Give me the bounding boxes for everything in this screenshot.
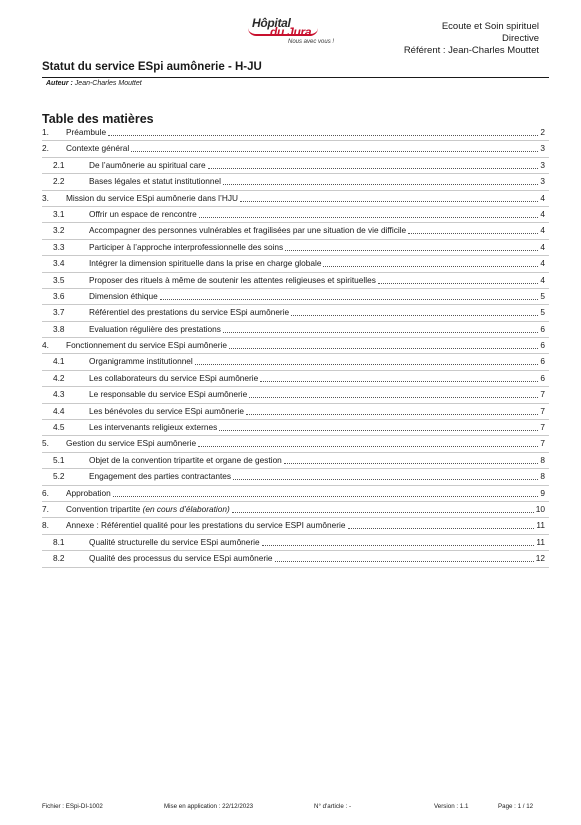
toc-entry-label [89,258,321,268]
footer-version: Version : 1.1 [434,803,469,810]
author-line [46,80,142,87]
toc-entry-label [66,340,227,350]
toc-entry-leader [219,430,538,431]
toc-entry-page: 9 [540,487,545,498]
logo-line-1: Hôpital [252,16,291,30]
author-label: Auteur : [46,80,73,87]
toc-entry[interactable] [42,191,549,207]
toc-entry-label [66,193,238,203]
toc-entry-label-text: Le responsable du service ESpi aumônerie [89,389,248,400]
toc-entry[interactable] [42,387,549,403]
toc-entry-leader [262,545,534,546]
toc-entry-label [89,242,283,252]
toc-entry-number: 8.2 [53,553,65,564]
toc-entry-leader [160,299,538,300]
toc-entry-number: 3.7 [53,307,65,318]
toc-entry-page: 7 [540,405,545,416]
toc-entry-page: 3 [540,176,545,187]
toc-entry-label-text: Les intervenants religieux externes [89,422,218,433]
toc-entry-leader [131,151,538,152]
toc-entry-label-text: Contexte général [66,143,130,154]
toc-entry-label-text: Référentiel des prestations du service ESpi aumônerie [89,307,290,318]
toc-entry-number: 4.4 [53,405,65,416]
toc-entry-number: 4.5 [53,422,65,433]
toc-entry-page: 4 [540,258,545,269]
toc-entry-leader [208,168,538,169]
toc-entry[interactable] [42,240,549,256]
toc-entry-label-text: Intégrer la dimension spirituelle dans la prise en charge globale [89,258,322,269]
toc-entry-leader [233,479,538,480]
toc-entry-label-text: Participer à l’approche interprofessionnelle des soins [89,241,284,252]
toc-entry-leader [108,135,538,136]
toc-entry-number: 3.1 [53,208,65,219]
toc-entry-label [89,160,206,170]
toc-entry-number: 2. [42,143,49,154]
toc-entry-page: 6 [540,356,545,367]
toc-entry-label-text: Approbation [66,487,111,498]
toc-entry-leader [232,512,534,513]
toc-entry-label-text: Qualité des processus du service ESpi aumônerie [89,553,273,564]
toc-entry-page: 4 [540,241,545,252]
toc-entry-label [66,438,196,448]
toc-entry[interactable] [42,354,549,370]
toc-entry-label [89,356,193,366]
toc-entry[interactable] [42,223,549,239]
toc-entry-page: 5 [540,290,545,301]
toc-entry-number: 3.4 [53,258,65,269]
toc-entry-label [89,537,260,547]
footer-page: Page : 1 / 12 [498,803,534,810]
toc-entry-number: 6. [42,487,49,498]
toc-entry-number: 4.1 [53,356,65,367]
toc-entry[interactable] [42,125,549,141]
toc-entry-leader [195,364,538,365]
toc-entry-label [66,488,111,498]
footer-article: N° d'article : - [314,803,352,810]
toc-entry-leader [285,250,538,251]
toc-entry-label [66,127,106,137]
toc-entry-label-text: Préambule [66,127,107,137]
toc-entry-leader [284,463,538,464]
toc-entry-label-text: Gestion du service ESpi aumônerie [66,438,197,449]
toc-entry-number: 3.2 [53,225,65,236]
toc-entry-label-text: Fonctionnement du service ESpi aumônerie [66,340,227,351]
toc-entry[interactable] [42,502,549,518]
footer-file: Fichier : ESpi-DI-1002 [42,803,103,810]
toc-entry-number: 3. [42,192,49,203]
toc-entry-leader [291,315,538,316]
toc-entry-number: 5. [42,438,49,449]
toc-entry-label-text: Mission du service ESpi aumônerie dans l’HJU [66,192,239,203]
toc-entry-leader [223,184,538,185]
toc-entry-label [89,176,221,186]
toc-entry-label [89,455,282,465]
toc-entry-label-text: Evaluation régulière des prestations [89,323,221,334]
toc-entry[interactable] [42,141,549,157]
toc-entry-label [89,471,231,481]
toc-entry-label-text: De l’aumônerie au spiritual care [89,159,206,170]
toc-entry-label-text: Proposer des rituels à même de soutenir les attentes religieuses et spirituelles [89,274,376,285]
header-referent: Référent : Jean-Charles Mouttet [403,45,539,56]
toc-entry-label-text: Offrir un espace de rencontre [89,208,197,219]
logo-tagline: Nous avec vous ! [288,39,335,45]
toc-entry-leader [229,348,538,349]
toc-entry-page: 12 [535,553,545,564]
toc-entry-page: 7 [540,389,545,400]
toc-entry[interactable] [42,273,549,289]
toc-entry-number: 2.2 [53,176,65,187]
toc-entry[interactable] [42,535,549,551]
toc-entry[interactable] [42,338,549,354]
toc-entry-number: 8. [42,520,49,531]
toc-entry-leader [378,283,538,284]
toc-entry-page: 6 [540,323,545,334]
toc-entry[interactable] [42,486,549,502]
toc-entry-label [89,291,158,301]
toc-entry-page: 4 [540,274,545,285]
toc-entry-leader [249,397,538,398]
toc-entry-label-text: Accompagner des personnes vulnérables et fragilisées par une situation de vie difficile [89,225,407,236]
toc-entry-label [89,209,197,219]
toc-entry-page: 6 [540,372,545,383]
toc-entry-label-text: Les collaborateurs du service ESpi aumônerie [89,372,259,383]
toc-entry[interactable] [42,207,549,223]
toc-entry[interactable] [42,174,549,190]
toc-entry[interactable] [42,371,549,387]
toc-entry-label [66,143,129,153]
toc-entry-number: 5.1 [53,454,65,465]
toc-entry-page: 8 [540,454,545,465]
toc-entry-label [89,422,217,432]
toc-entry[interactable] [42,518,549,534]
toc-entry-number: 3.6 [53,290,65,301]
document-title: Statut du service ESpi aumônerie - H-JU [42,61,262,73]
title-divider [42,77,549,78]
toc-entry-page: 3 [540,143,545,154]
toc-entry-leader [223,332,538,333]
toc-entry-rule [42,567,549,568]
toc-entry-page: 4 [540,208,545,219]
toc-entry-number: 2.1 [53,159,65,170]
header-service: Ecoute et Soin spirituel [441,21,539,32]
toc-entry[interactable] [42,256,549,272]
toc-entry[interactable] [42,469,549,485]
toc-entry-number: 7. [42,503,49,514]
toc-entry-leader [408,233,538,234]
header-doc-type: Directive [502,33,539,44]
hopital-du-jura-logo [248,16,338,48]
toc-entry-page: 4 [540,192,545,203]
toc-entry-leader [323,266,538,267]
toc-entry-label-note: (en cours d’élaboration) [142,503,230,514]
toc-entry-page: 11 [536,536,545,547]
author-name: Jean-Charles Mouttet [74,80,142,87]
toc-entry-page: 3 [540,159,545,170]
toc-entry-label [89,553,273,563]
toc-entry-label [89,225,406,235]
toc-entry-number: 8.1 [53,536,65,547]
toc-entry-leader [198,446,538,447]
toc-entry-number: 3.5 [53,274,65,285]
toc-entry-leader [199,217,538,218]
toc-entry-number: 5.2 [53,471,65,482]
toc-entry-label [89,324,221,334]
toc-entry-label [66,504,230,514]
logo-line-2: du Jura [270,25,312,39]
toc-entry-label [66,520,346,530]
toc-entry-label-text: Engagement des parties contractantes [89,471,232,482]
toc-entry-leader [246,414,538,415]
toc-entry[interactable] [42,436,549,452]
toc-entry-leader [348,528,534,529]
toc-entry[interactable] [42,158,549,174]
toc-entry-label-text: Convention tripartite [66,503,141,514]
toc-entry-number: 1. [42,127,49,137]
toc-entry-label-text: Bases légales et statut institutionnel [89,176,221,187]
toc-entry-number: 4. [42,340,49,351]
toc-entry[interactable] [42,420,549,436]
toc-entry-leader [275,561,534,562]
toc-entry-page: 8 [540,471,545,482]
toc-entry-label [89,406,244,416]
toc-entry-leader [240,201,538,202]
toc-entry-label-text: Objet de la convention tripartite et organe de gestion [89,454,282,465]
toc-entry[interactable] [42,305,549,321]
toc-entry[interactable] [42,453,549,469]
toc-entry[interactable] [42,322,549,338]
toc-entry[interactable] [42,404,549,420]
toc-entry-page: 10 [535,503,545,514]
toc-entry-leader [113,496,538,497]
toc-entry-label-text: Les bénévoles du service ESpi aumônerie [89,405,244,416]
toc-title: Table des matières [42,112,154,126]
header-info [404,21,539,57]
toc-entry[interactable] [42,551,549,567]
toc-entry-page: 7 [540,438,545,449]
toc-entry-number: 3.3 [53,241,65,252]
toc-entry-label-text: Organigramme institutionnel [89,356,193,367]
toc-entry-label-text: Annexe : Référentiel qualité pour les prestations du service ESPI aumônerie [66,520,346,531]
toc-entry-label [89,307,289,317]
toc-entry-leader [260,381,538,382]
toc-entry-number: 4.3 [53,389,65,400]
toc-entry-label [89,373,258,383]
toc-entry-label [89,389,247,399]
toc-entry-number: 3.8 [53,323,65,334]
toc-entry-page: 2 [540,127,545,137]
toc-entry-number: 4.2 [53,372,65,383]
toc-entry-page: 5 [540,307,545,318]
toc-entry-label [89,275,376,285]
toc-entry-page: 4 [540,225,545,236]
toc-entry-page: 6 [540,340,545,351]
toc-entry-label-text: Dimension éthique [89,290,158,301]
footer-date: Mise en application : 22/12/2023 [164,803,254,810]
toc-entry-page: 11 [536,520,545,531]
toc-entry-label-text: Qualité structurelle du service ESpi aumônerie [89,536,260,547]
toc-entry[interactable] [42,289,549,305]
table-of-contents [42,125,549,568]
toc-entry-page: 7 [540,422,545,433]
